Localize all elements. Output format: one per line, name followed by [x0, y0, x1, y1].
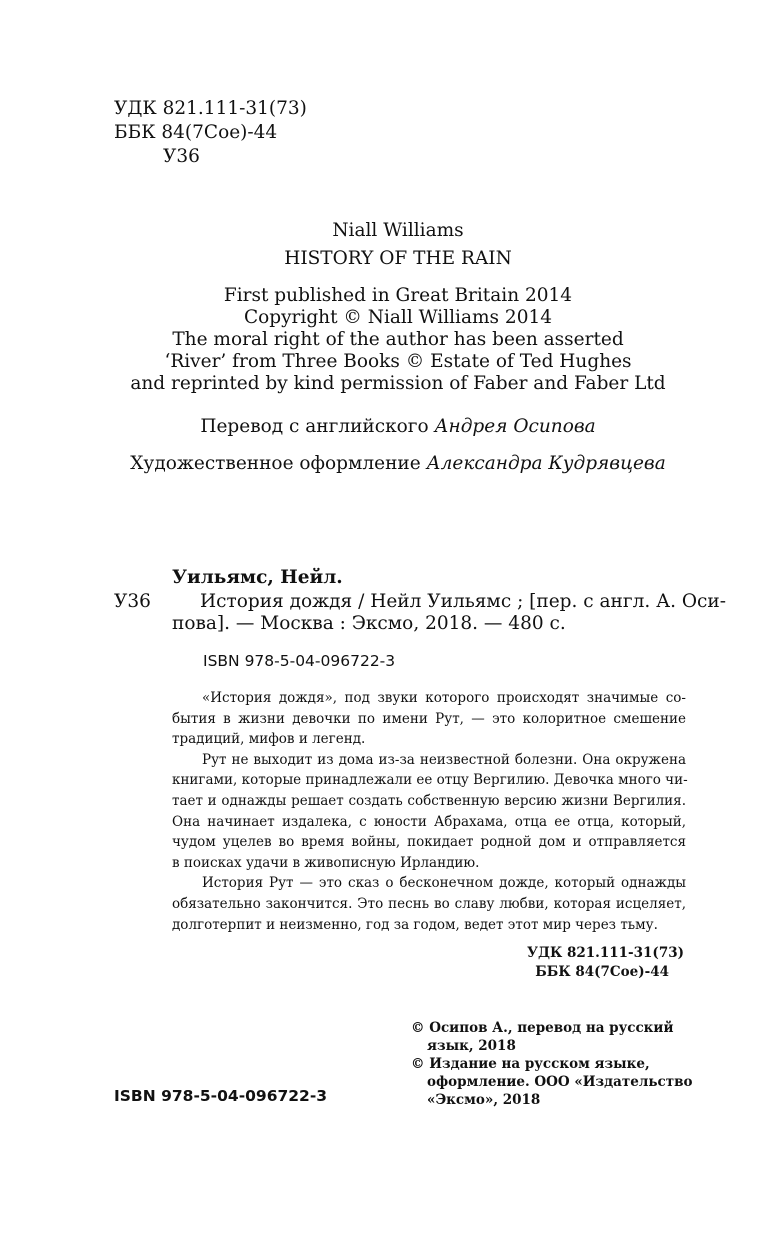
catalog-isbn: ISBN 978-5-04-096722-3	[203, 652, 396, 670]
bbk-code: ББК 84(7Сое)-44	[114, 122, 278, 143]
author-code: У36	[163, 146, 200, 167]
annotation	[172, 688, 686, 935]
annotation-line: Рут не выходит из дома из-за неизвестной болезни. Она окружена	[202, 751, 686, 768]
translator-name: Андрея Осипова	[434, 416, 596, 437]
designer-name: Александра Кудрявцева	[426, 453, 666, 474]
original-line: ‘River’ from Three Books © Estate of Ted Hughes	[164, 351, 632, 372]
catalog-code: У36	[114, 591, 151, 612]
copyright-line: © Осипов А., перевод на русский	[411, 1020, 674, 1036]
annotation-line: традиций, мифов и легенд.	[172, 731, 366, 748]
copyright-line: оформление. ООО «Издательство	[427, 1074, 693, 1090]
annotation-line: чудом уцелев во время войны, покидает родной дом и отправляется	[172, 834, 686, 851]
annotation-line: тает и однажды решает создать собственную версию жизни Вергилия.	[172, 792, 686, 809]
annotation-line: в поисках удачи в живописную Ирландию.	[172, 854, 480, 871]
annotation-line: «История дождя», под звуки которого происходят значимые со-	[202, 690, 686, 706]
copyright-line: © Издание на русском языке,	[411, 1056, 650, 1072]
annotation-line: книгами, которые принадлежали ее отцу Вергилию. Девочка много чи-	[172, 772, 688, 789]
udk-code: УДК 821.111-31(73)	[114, 98, 307, 119]
original-line: and reprinted by kind permission of Faber and Faber Ltd	[130, 373, 666, 394]
annotation-line: бытия в жизни девочки по имени Рут, — это колоритное смешение	[172, 710, 686, 727]
annotation-line: долготерпит и неизменно, год за годом, ведет этот мир через тьму.	[172, 916, 658, 933]
catalog-entry-line: пова]. — Москва : Эксмо, 2018. — 480 с.	[172, 613, 566, 634]
annotation-line: обязательно закончится. Это песнь во славу любви, которая исцеляет,	[172, 895, 686, 912]
footer-udk: УДК 821.111-31(73)	[527, 945, 684, 961]
footer-bbk: ББК 84(7Сое)-44	[535, 964, 669, 980]
annotation-line: История Рут — это сказ о бесконечном дожде, который однажды	[202, 875, 686, 892]
catalog-author-heading: Уильямс, Нейл.	[172, 567, 343, 588]
bottom-isbn: ISBN 978-5-04-096722-3	[114, 1087, 328, 1105]
copyright-line: язык, 2018	[427, 1038, 516, 1054]
annotation-line: Она начинает издалека, с юности Абрахама, отца ее отца, который,	[172, 813, 686, 830]
translation-credit	[0, 416, 768, 437]
original-line: Copyright © Niall Williams 2014	[243, 307, 553, 328]
design-credit	[0, 453, 768, 474]
translation-prefix: Перевод с английского	[200, 416, 429, 437]
design-prefix: Художественное оформление	[130, 453, 421, 474]
original-line: The moral right of the author has been asserted	[172, 329, 624, 350]
catalog-entry-line: История дождя / Нейл Уильямс ; [пер. с англ. А. Оси-	[200, 591, 726, 612]
copyright-line: «Эксмо», 2018	[427, 1092, 541, 1108]
original-title: HISTORY OF THE RAIN	[284, 248, 512, 269]
original-line: First published in Great Britain 2014	[223, 285, 573, 306]
original-author: Niall Williams	[332, 220, 464, 241]
